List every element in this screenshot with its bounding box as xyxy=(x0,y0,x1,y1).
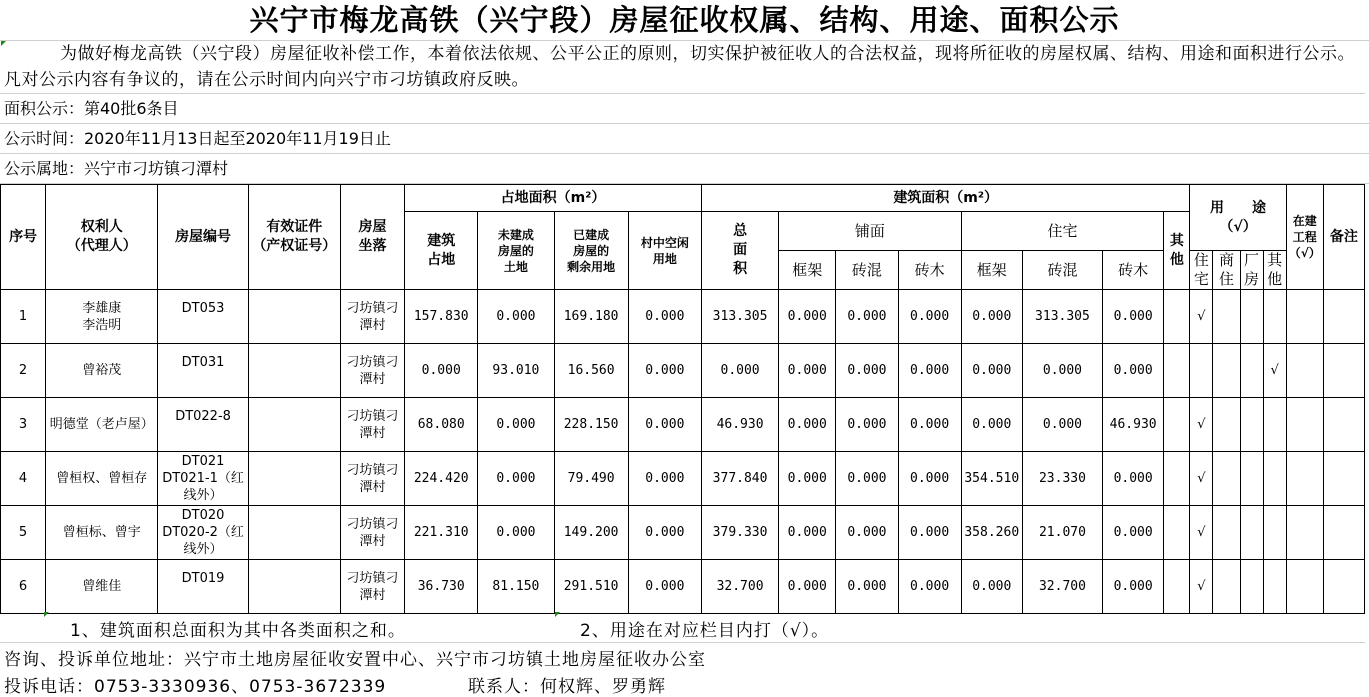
cell-shop-brick-wood[interactable]: 0.000 xyxy=(898,344,961,398)
cell-seq[interactable]: 5 xyxy=(1,506,46,560)
cell-res-brick-concrete[interactable]: 23.330 xyxy=(1022,452,1102,506)
cell-total-area[interactable]: 0.000 xyxy=(701,344,778,398)
cell-shop-frame[interactable]: 0.000 xyxy=(779,290,836,344)
cell-use-other[interactable] xyxy=(1263,290,1286,344)
cell-res-frame[interactable]: 354.510 xyxy=(961,452,1022,506)
header-use-commercial: 商 住 xyxy=(1213,251,1240,290)
cell-use-factory[interactable] xyxy=(1240,452,1263,506)
header-owner: 权利人 （代理人） xyxy=(46,185,158,290)
cell-land-unbuilt[interactable]: 93.010 xyxy=(478,344,554,398)
header-use-factory: 厂 房 xyxy=(1240,251,1263,290)
cell-location[interactable]: 刁坊镇刁 潭村 xyxy=(340,290,404,344)
cell-location[interactable]: 刁坊镇刁 潭村 xyxy=(340,398,404,452)
cell-use-other[interactable] xyxy=(1263,506,1286,560)
cell-house-no[interactable]: DT020 DT020-2（红 线外） xyxy=(158,506,248,560)
cell-shop-brick-concrete[interactable]: 0.000 xyxy=(836,290,898,344)
header-other-area: 其 他 xyxy=(1164,212,1190,290)
header-land-area: 占地面积（m²） xyxy=(405,185,702,212)
cell-shop-brick-wood[interactable]: 0.000 xyxy=(898,452,961,506)
cell-use-other[interactable] xyxy=(1263,398,1286,452)
cell-land-unbuilt[interactable]: 81.150 xyxy=(478,560,554,614)
cell-shop-frame[interactable]: 0.000 xyxy=(779,344,836,398)
header-shop-frame: 框架 xyxy=(779,251,836,290)
cell-shop-frame[interactable]: 0.000 xyxy=(779,560,836,614)
cell-land-remain[interactable]: 228.150 xyxy=(554,398,628,452)
cell-res-brick-concrete[interactable]: 21.070 xyxy=(1022,506,1102,560)
contact-address: 咨询、投诉单位地址：兴宁市土地房屋征收安置中心、兴宁市刁坊镇土地房屋征收办公室 xyxy=(4,650,706,670)
header-res-frame: 框架 xyxy=(961,251,1022,290)
header-res-brick-wood: 砖木 xyxy=(1103,251,1164,290)
cell-remark[interactable] xyxy=(1323,290,1364,344)
header-shop-brick-wood: 砖木 xyxy=(898,251,961,290)
cell-under-construction[interactable] xyxy=(1286,290,1323,344)
header-remark: 备注 xyxy=(1323,185,1364,290)
cell-cert[interactable] xyxy=(248,452,340,506)
cell-use-commercial[interactable] xyxy=(1213,290,1240,344)
cell-house-no[interactable]: DT019 xyxy=(158,560,248,614)
cell-other-area[interactable] xyxy=(1164,290,1190,344)
cell-remark[interactable] xyxy=(1323,344,1364,398)
cell-land-build[interactable]: 221.310 xyxy=(405,506,478,560)
header-seq: 序号 xyxy=(1,185,46,290)
cell-res-frame[interactable]: 0.000 xyxy=(961,290,1022,344)
cell-location[interactable]: 刁坊镇刁 潭村 xyxy=(340,560,404,614)
location-info: 公示属地：兴宁市刁坊镇刁潭村 xyxy=(0,154,1369,184)
cell-under-construction[interactable] xyxy=(1286,560,1323,614)
table-row xyxy=(1,290,1365,344)
cell-res-frame[interactable]: 358.260 xyxy=(961,506,1022,560)
cell-remark[interactable] xyxy=(1323,398,1364,452)
cell-owner[interactable]: 曾桓权、曾桓存 xyxy=(46,452,158,506)
cell-owner[interactable]: 李雄康 李浩明 xyxy=(46,290,158,344)
cell-res-brick-concrete[interactable]: 32.700 xyxy=(1022,560,1102,614)
cell-shop-brick-wood[interactable]: 0.000 xyxy=(898,290,961,344)
cell-use-factory[interactable] xyxy=(1240,398,1263,452)
cell-remark[interactable] xyxy=(1323,560,1364,614)
header-shop-brick-concrete: 砖混 xyxy=(836,251,898,290)
cell-shop-brick-concrete[interactable]: 0.000 xyxy=(836,452,898,506)
cell-house-no[interactable]: DT022-8 xyxy=(158,398,248,452)
cell-total-area[interactable]: 379.330 xyxy=(701,506,778,560)
cell-res-brick-wood[interactable]: 0.000 xyxy=(1103,560,1164,614)
header-land-build: 建筑 占地 xyxy=(405,212,478,290)
cell-total-area[interactable]: 32.700 xyxy=(701,560,778,614)
cell-seq[interactable]: 3 xyxy=(1,398,46,452)
cell-total-area[interactable]: 46.930 xyxy=(701,398,778,452)
cell-shop-frame[interactable]: 0.000 xyxy=(779,398,836,452)
cell-res-brick-concrete[interactable]: 0.000 xyxy=(1022,398,1102,452)
cell-house-no[interactable]: DT021 DT021-1（红 线外） xyxy=(158,452,248,506)
cell-res-frame[interactable]: 0.000 xyxy=(961,560,1022,614)
cell-shop-brick-concrete[interactable]: 0.000 xyxy=(836,344,898,398)
header-location: 房屋 坐落 xyxy=(340,185,404,290)
cell-remark[interactable] xyxy=(1323,506,1364,560)
cell-use-commercial[interactable] xyxy=(1213,452,1240,506)
cell-comment-marker xyxy=(44,612,49,617)
contact-person: 联系人：何权辉、罗勇辉 xyxy=(468,677,666,697)
table-row xyxy=(1,560,1365,614)
cell-shop-brick-wood[interactable]: 0.000 xyxy=(898,506,961,560)
cell-seq[interactable]: 4 xyxy=(1,452,46,506)
intro-paragraph: 为做好梅龙高铁（兴宁段）房屋征收补偿工作，本着依法依规、公平公正的原则，切实保护被征收人的合法权益，现将所征收的房屋权属、结构、用途和面积进行公示。凡对公示内容有争议的，请在公示时间内向兴宁市刁坊镇政府反映。 xyxy=(0,41,1365,94)
cell-cert[interactable] xyxy=(248,344,340,398)
cell-under-construction[interactable] xyxy=(1286,452,1323,506)
table-row xyxy=(1,506,1365,560)
cell-cert[interactable] xyxy=(248,290,340,344)
cell-res-brick-wood[interactable]: 46.930 xyxy=(1103,398,1164,452)
header-use-residence: 住 宅 xyxy=(1190,251,1213,290)
note-total-area: 1、建筑面积总面积为其中各类面积之和。 xyxy=(70,621,406,641)
cell-total-area[interactable]: 313.305 xyxy=(701,290,778,344)
cell-other-area[interactable] xyxy=(1164,452,1190,506)
table-row xyxy=(1,344,1365,398)
cell-use-other[interactable] xyxy=(1263,560,1286,614)
cell-land-idle[interactable]: 0.000 xyxy=(628,560,701,614)
cell-res-frame[interactable]: 0.000 xyxy=(961,398,1022,452)
cell-shop-brick-wood[interactable]: 0.000 xyxy=(898,398,961,452)
cell-land-build[interactable]: 68.080 xyxy=(405,398,478,452)
cell-use-commercial[interactable] xyxy=(1213,398,1240,452)
cell-use-residence[interactable]: √ xyxy=(1190,290,1213,344)
table-row xyxy=(1,452,1365,506)
cell-res-brick-wood[interactable]: 0.000 xyxy=(1103,506,1164,560)
cell-shop-frame[interactable]: 0.000 xyxy=(779,452,836,506)
cell-seq[interactable]: 2 xyxy=(1,344,46,398)
cell-res-brick-concrete[interactable]: 0.000 xyxy=(1022,344,1102,398)
header-under-construction: 在建 工程 （√） xyxy=(1286,185,1323,290)
cell-use-other[interactable]: √ xyxy=(1263,344,1286,398)
cell-location[interactable]: 刁坊镇刁 潭村 xyxy=(340,344,404,398)
cell-res-frame[interactable]: 0.000 xyxy=(961,344,1022,398)
cell-land-unbuilt[interactable]: 0.000 xyxy=(478,452,554,506)
cell-land-idle[interactable]: 0.000 xyxy=(628,506,701,560)
cell-use-commercial[interactable] xyxy=(1213,344,1240,398)
cell-land-idle[interactable]: 0.000 xyxy=(628,452,701,506)
cell-land-idle[interactable]: 0.000 xyxy=(628,290,701,344)
cell-land-build[interactable]: 224.420 xyxy=(405,452,478,506)
cell-cert[interactable] xyxy=(248,560,340,614)
cell-land-build[interactable]: 0.000 xyxy=(405,344,478,398)
cell-use-commercial[interactable] xyxy=(1213,506,1240,560)
cell-remark[interactable] xyxy=(1323,452,1364,506)
cell-shop-brick-concrete[interactable]: 0.000 xyxy=(836,560,898,614)
cell-shop-brick-wood[interactable]: 0.000 xyxy=(898,560,961,614)
cell-under-construction[interactable] xyxy=(1286,398,1323,452)
cell-comment-marker xyxy=(555,612,560,617)
cell-land-idle[interactable]: 0.000 xyxy=(628,398,701,452)
cell-under-construction[interactable] xyxy=(1286,344,1323,398)
cell-res-brick-concrete[interactable]: 313.305 xyxy=(1022,290,1102,344)
cell-land-unbuilt[interactable]: 0.000 xyxy=(478,290,554,344)
cell-use-other[interactable] xyxy=(1263,452,1286,506)
header-land-unbuilt: 未建成 房屋的 土地 xyxy=(478,212,554,290)
cell-other-area[interactable] xyxy=(1164,398,1190,452)
header-house-no: 房屋编号 xyxy=(158,185,248,290)
cell-use-factory[interactable] xyxy=(1240,290,1263,344)
header-use-other: 其 他 xyxy=(1263,251,1286,290)
cell-land-remain[interactable]: 149.200 xyxy=(554,506,628,560)
cell-owner[interactable]: 明德堂（老卢屋） xyxy=(46,398,158,452)
page-title: 兴宁市梅龙高铁（兴宁段）房屋征收权属、结构、用途、面积公示 xyxy=(0,0,1369,41)
cell-owner[interactable]: 曾裕茂 xyxy=(46,344,158,398)
cell-house-no[interactable]: DT053 xyxy=(158,290,248,344)
cell-location[interactable]: 刁坊镇刁 潭村 xyxy=(340,506,404,560)
period-info: 公示时间：2020年11月13日起至2020年11月19日止 xyxy=(0,124,1369,154)
cell-land-remain[interactable]: 16.560 xyxy=(554,344,628,398)
cell-use-residence[interactable] xyxy=(1190,344,1213,398)
cell-seq[interactable]: 1 xyxy=(1,290,46,344)
cell-use-residence[interactable]: √ xyxy=(1190,398,1213,452)
cell-res-brick-wood[interactable]: 0.000 xyxy=(1103,344,1164,398)
header-total-area: 总 面 积 xyxy=(701,212,778,290)
cell-land-remain[interactable]: 291.510 xyxy=(554,560,628,614)
cell-land-unbuilt[interactable]: 0.000 xyxy=(478,506,554,560)
cell-house-no[interactable]: DT031 xyxy=(158,344,248,398)
cell-shop-frame[interactable]: 0.000 xyxy=(779,506,836,560)
contact-line xyxy=(4,672,666,697)
cell-total-area[interactable]: 377.840 xyxy=(701,452,778,506)
cell-use-residence[interactable]: √ xyxy=(1190,560,1213,614)
cell-res-brick-wood[interactable]: 0.000 xyxy=(1103,452,1164,506)
cell-land-remain[interactable]: 79.490 xyxy=(554,452,628,506)
cell-use-residence[interactable]: √ xyxy=(1190,452,1213,506)
header-land-remain: 已建成 房屋的 剩余用地 xyxy=(554,212,628,290)
cell-seq[interactable]: 6 xyxy=(1,560,46,614)
header-res-brick-concrete: 砖混 xyxy=(1022,251,1102,290)
contact-phone: 投诉电话：0753-3330936、0753-3672339 xyxy=(4,677,387,697)
header-land-idle: 村中空闲 用地 xyxy=(628,212,701,290)
table-row xyxy=(1,398,1365,452)
notes-row xyxy=(0,612,1365,643)
cell-land-remain[interactable]: 169.180 xyxy=(554,290,628,344)
cell-other-area[interactable] xyxy=(1164,560,1190,614)
cell-use-factory[interactable] xyxy=(1240,506,1263,560)
cell-other-area[interactable] xyxy=(1164,344,1190,398)
cell-owner[interactable]: 曾桓标、曾宇 xyxy=(46,506,158,560)
cell-use-factory[interactable] xyxy=(1240,560,1263,614)
cell-land-build[interactable]: 157.830 xyxy=(405,290,478,344)
expropriation-table xyxy=(0,184,1365,614)
header-residence: 住宅 xyxy=(961,212,1164,251)
header-cert: 有效证件 （产权证号） xyxy=(248,185,340,290)
cell-res-brick-wood[interactable]: 0.000 xyxy=(1103,290,1164,344)
cell-shop-brick-concrete[interactable]: 0.000 xyxy=(836,506,898,560)
cell-use-factory[interactable] xyxy=(1240,344,1263,398)
cell-cert[interactable] xyxy=(248,506,340,560)
cell-location[interactable]: 刁坊镇刁 潭村 xyxy=(340,452,404,506)
header-shop: 铺面 xyxy=(779,212,962,251)
cell-shop-brick-concrete[interactable]: 0.000 xyxy=(836,398,898,452)
cell-under-construction[interactable] xyxy=(1286,506,1323,560)
cell-other-area[interactable] xyxy=(1164,506,1190,560)
batch-info: 面积公示：第40批6条目 xyxy=(0,94,1369,124)
cell-use-commercial[interactable] xyxy=(1213,560,1240,614)
cell-use-residence[interactable]: √ xyxy=(1190,506,1213,560)
header-building-area: 建筑面积（m²） xyxy=(701,185,1189,212)
header-use: 用 途 （√） xyxy=(1190,185,1286,251)
cell-land-unbuilt[interactable]: 0.000 xyxy=(478,398,554,452)
cell-owner[interactable]: 曾维佳 xyxy=(46,560,158,614)
cell-land-build[interactable]: 36.730 xyxy=(405,560,478,614)
cell-cert[interactable] xyxy=(248,398,340,452)
cell-land-idle[interactable]: 0.000 xyxy=(628,344,701,398)
note-use-check: 2、用途在对应栏目内打（√）。 xyxy=(580,621,830,641)
